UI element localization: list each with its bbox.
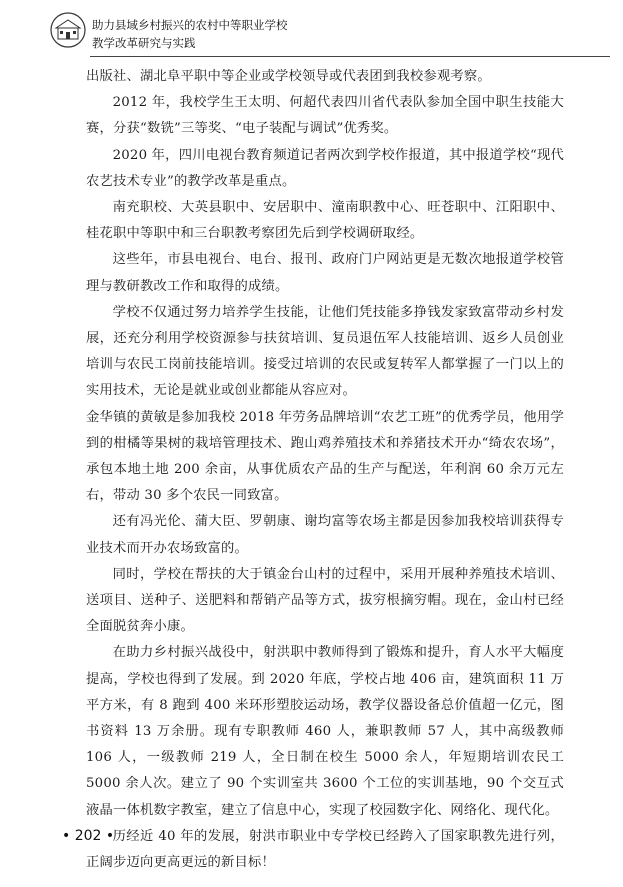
school-building-icon: [50, 12, 86, 48]
paragraph: 这些年，市县电视台、电台、报刊、政府门户网站更是无数次地报道学校管理与教研教改工作和取得的成绩。: [86, 252, 564, 294]
page-number: • 202 •: [62, 828, 115, 844]
paragraph: 2012 年，我校学生王太明、何超代表四川省代表队参加全国中职生技能大赛，分获“数铣”三等奖、“电子装配与调试”优秀奖。: [86, 95, 564, 137]
paragraph: 金华镇的黄敏是参加我校 2018 年劳务品牌培训“农艺工班”的优秀学员，他用学到的柑橘等果树的栽培管理技术、跑山鸡养殖技术和养猪技术开办“绮农农场”，承包本地土地 200 余亩，从事优质农产品的生产与配送，年利润 60 余万元左右，带动 30 多个农民一同致富。: [86, 409, 564, 504]
paragraph: 出版社、湖北阜平职中等企业或学校领导或代表团到我校参观考察。: [86, 69, 491, 84]
header-rule: [90, 56, 610, 57]
running-header: [50, 10, 610, 70]
paragraph: 同时，学校在帮扶的大于镇金台山村的过程中，采用开展种养殖技术培训、送项目、送种子、送肥料和帮销产品等方式，拔穷根摘穷帽。现在，金山村已经全面脱贫奔小康。: [86, 566, 564, 635]
paragraph: 2020 年，四川电视台教育频道记者两次到学校作报道，其中报道学校“现代农艺技术专业”的教学改革是重点。: [86, 147, 564, 189]
header-title-line-1: 助力县域乡村振兴的农村中等职业学校: [92, 18, 288, 32]
body-text: [86, 64, 564, 876]
paragraph: 还有冯光伦、蒲大臣、罗朝康、谢均富等农场主都是因参加我校培训获得专业技术而开办农场致富的。: [86, 514, 564, 556]
paragraph: 南充职校、大英县职中、安居职中、潼南职教中心、旺苍职中、江阳职中、桂花职中等职中和三台职教考察团先后到学校调研取经。: [86, 200, 564, 242]
paragraph: 历经近 40 年的发展，射洪市职业中专学校已经跨入了国家职教先进行列，正阔步迈向更高更远的新目标！: [86, 828, 564, 871]
paragraph: 在助力乡村振兴战役中，射洪职中教师得到了锻炼和提升，育人水平大幅度提高，学校也得到了发展。到 2020 年底，学校占地 406 亩，建筑面积 11 万平方米，有 8 跑到 400 米环形塑胶运动场，教学仪器设备总价值超一亿元，图书资料 13 万余册。现有专职教师 460 人，兼职教师 57 人，其中高级教师 106 人，一级教师 219 人，全日制在校生 5000 余人，年短期培训农民工 5000 余人次。建立了 90 个实训室共 3600 个工位的实训基地，90 个交互式液晶一体机数字教室，建立了信息中心，实现了校园数字化、网络化、现代化。: [86, 645, 564, 818]
header-title-line-2: 教学改革研究与实践: [92, 36, 196, 50]
paragraph: 学校不仅通过努力培养学生技能，让他们凭技能多挣钱发家致富带动乡村发展，还充分利用学校资源参与扶贫培训、复员退伍军人技能培训、返乡人员创业培训与农民工岗前技能培训。接受过培训的农民或复转军人都掌握了一门以上的实用技术，无论是就业或创业都能从容应对。: [86, 304, 564, 399]
header-title: [92, 16, 288, 52]
